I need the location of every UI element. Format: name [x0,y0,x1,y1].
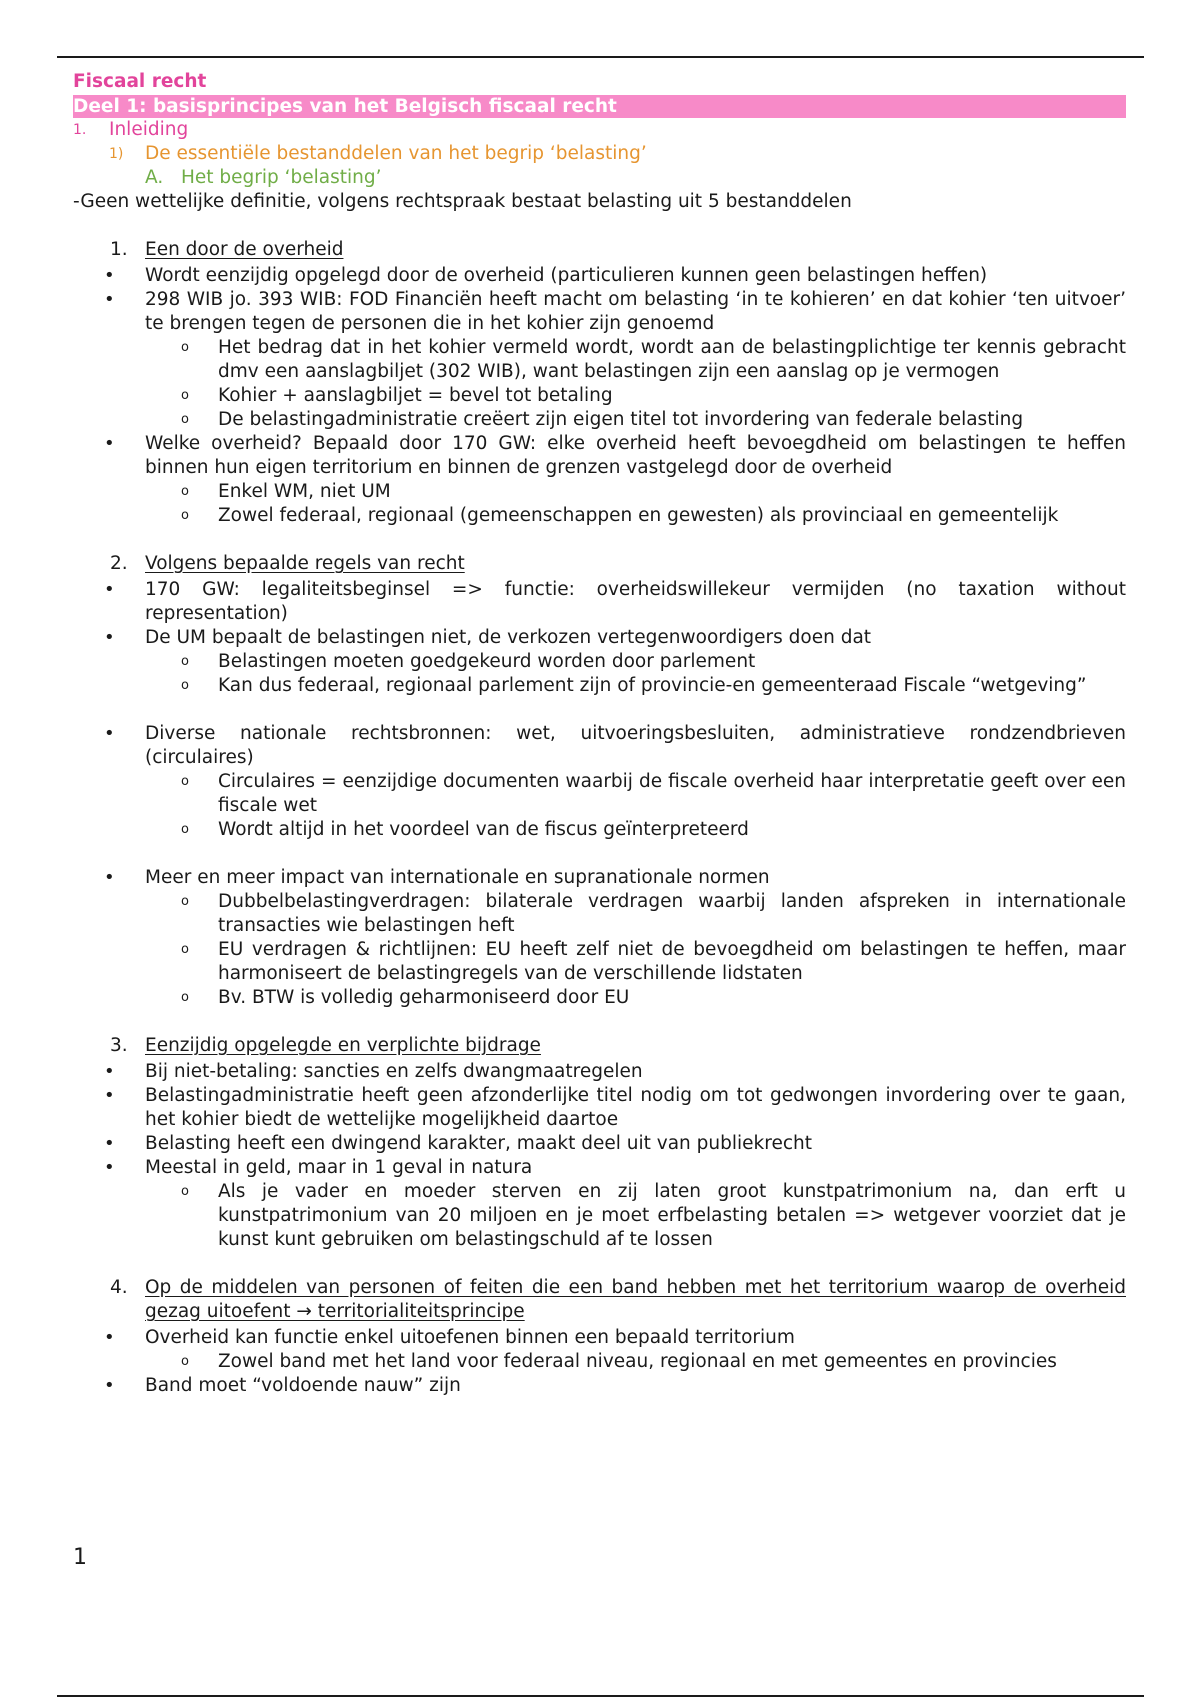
bullet-item: • Wordt eenzijdig opgelegd door de overheid (particulieren kunnen geen belastingen heffen) [73,264,1126,288]
bullet-item: • Bij niet-betaling: sancties en zelfs dwangmaatregelen [73,1060,1126,1084]
section-number: 1. [110,239,128,260]
section-title: Eenzijdig opgelegde en verplichte bijdrage [145,1035,541,1056]
sub-bullet-item: o Wordt altijd in het voordeel van de fiscus geïnterpreteerd [73,818,1126,842]
sub-bullet-item: o Circulaires = eenzijdige documenten waarbij de fiscale overheid haar interpretatie geeft over een fiscale wet [73,770,1126,818]
section-number: 2. [110,553,128,574]
subsection-number: A. [145,167,164,188]
chapter-label: Inleiding [109,119,189,140]
sub-bullet-item: o Enkel WM, niet UM [73,480,1126,504]
subchapter-label: De essentiële bestanddelen van het begrip ‘belasting’ [145,143,647,164]
sub-bullet-item: o Kan dus federaal, regionaal parlement zijn of provincie-en gemeenteraad Fiscale “wetgeving” [73,674,1126,698]
chapter-heading [73,118,1126,142]
top-rule [57,56,1144,58]
chapter-number: 1. [73,122,87,138]
bullet-item: • Belasting heeft een dwingend karakter, maakt deel uit van publiekrecht [73,1132,1126,1156]
subchapter-heading [73,142,1126,166]
subsection-label: Het begrip ‘belasting’ [181,167,382,188]
sub-bullet-item: o Kohier + aanslagbiljet = bevel tot betaling [73,384,1126,408]
section-title: Op de middelen van personen of feiten die een band hebben met het territorium waarop de overheid gezag uitoefent → territorialiteitsprincipe [145,1277,1126,1322]
bullet-item: • De UM bepaalt de belastingen niet, de verkozen vertegenwoordigers doen dat [73,626,1126,650]
section-number: 3. [110,1035,128,1056]
sub-bullet-item: o Zowel band met het land voor federaal niveau, regionaal en met gemeentes en provincies [73,1350,1126,1374]
sub-bullet-item: o Zowel federaal, regionaal (gemeenschappen en gewesten) als provinciaal en gemeentelijk [73,504,1126,528]
bullet-item: • Welke overheid? Bepaald door 170 GW: elke overheid heeft bevoegdheid om belastingen te heffen binnen hun eigen territorium en binnen de grenzen vastgelegd door de overheid [73,432,1126,480]
page-number: 1 [73,1545,87,1570]
sub-bullet-item: o Belastingen moeten goedgekeurd worden door parlement [73,650,1126,674]
sub-bullet-item: o Het bedrag dat in het kohier vermeld wordt, wordt aan de belastingplichtige ter kennis gebracht dmv een aanslagbiljet (302 WIB), want belastingen zijn een aanslag op je vermogen [73,336,1126,384]
part-heading: Deel 1: basisprincipes van het Belgisch fiscaal recht [73,95,1126,118]
page-content [73,70,1126,1398]
bullet-item: • Meer en meer impact van internationale en supranationale normen [73,866,1126,890]
bullet-item: • 170 GW: legaliteitsbeginsel => functie: overheidswillekeur vermijden (no taxation without representation) [73,578,1126,626]
bullet-item: • Overheid kan functie enkel uitoefenen binnen een bepaald territorium [73,1326,1126,1350]
section-heading [73,1276,1126,1324]
sub-bullet-item: o EU verdragen & richtlijnen: EU heeft zelf niet de bevoegdheid om belastingen te heffen, maar harmoniseert de belastingregels van de verschillende lidstaten [73,938,1126,986]
sub-bullet-item: o Bv. BTW is volledig geharmoniseerd door EU [73,986,1126,1010]
bullet-item: • Meestal in geld, maar in 1 geval in natura [73,1156,1126,1180]
bullet-item: • Band moet “voldoende nauw” zijn [73,1374,1126,1398]
section-heading [73,1034,1126,1058]
section-heading [73,238,1126,262]
subsection-heading [73,166,1126,190]
bottom-rule [57,1695,1144,1697]
intro-text: -Geen wettelijke definitie, volgens rechtspraak bestaat belasting uit 5 bestanddelen [73,191,852,212]
subchapter-number: 1) [109,146,124,162]
section-title: Volgens bepaalde regels van recht [145,553,465,574]
bullet-item: • Belastingadministratie heeft geen afzonderlijke titel nodig om tot gedwongen invordering over te gaan, het kohier biedt de wettelijke mogelijkheid daartoe [73,1084,1126,1132]
section-number: 4. [110,1277,128,1298]
bullet-item: • Diverse nationale rechtsbronnen: wet, uitvoeringsbesluiten, administratieve rondzendbrieven (circulaires) [73,722,1126,770]
sub-bullet-item: o Dubbelbelastingverdragen: bilaterale verdragen waarbij landen afspreken in internationale transacties wie belastingen heft [73,890,1126,938]
section-title: Een door de overheid [145,239,344,260]
sub-bullet-item: o Als je vader en moeder sterven en zij laten groot kunstpatrimonium na, dan erft u kunstpatrimonium van 20 miljoen en je moet erfbelasting betalen => wetgever voorziet dat je kunst kunt gebruiken om belastingschuld af te lossen [73,1180,1126,1252]
section-heading [73,552,1126,576]
document-title: Fiscaal recht [73,71,207,92]
bullet-item: • 298 WIB jo. 393 WIB: FOD Financiën heeft macht om belasting ‘in te kohieren’ en dat kohier ‘ten uitvoer’ te brengen tegen de personen die in het kohier zijn genoemd [73,288,1126,336]
sub-bullet-item: o De belastingadministratie creëert zijn eigen titel tot invordering van federale belasting [73,408,1126,432]
